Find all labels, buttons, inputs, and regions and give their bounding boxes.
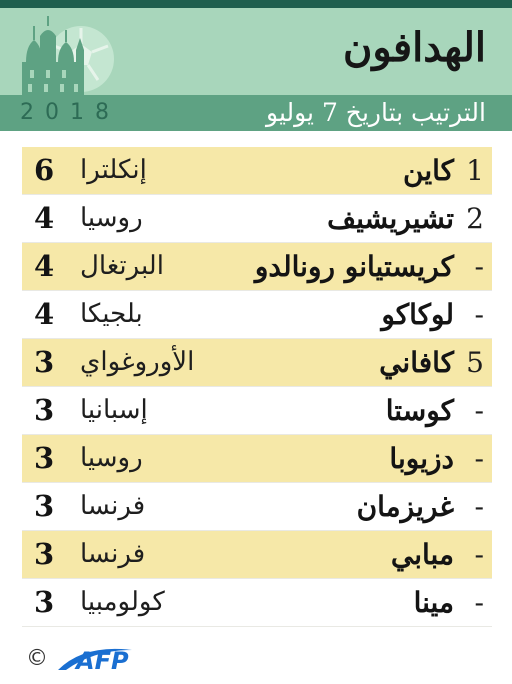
goals-cell: 3	[34, 441, 55, 475]
rank-cell: 1	[466, 154, 484, 187]
player-name: غريزمان	[356, 490, 454, 523]
player-name: كاين	[403, 154, 454, 187]
table-row	[22, 435, 492, 483]
header-banner	[0, 8, 512, 95]
country-cell: الأوروغواي	[80, 347, 195, 377]
goals-cell: 4	[34, 297, 55, 331]
page-subtitle: الترتيب بتاريخ 7 يوليو	[266, 98, 486, 127]
player-name: مبابي	[390, 538, 454, 571]
page-title: الهدافون	[342, 24, 486, 71]
goals-cell: 4	[34, 249, 55, 283]
rank-cell: 2	[466, 202, 484, 235]
country-cell: إسبانيا	[80, 395, 148, 425]
goals-cell: 3	[34, 393, 55, 427]
country-cell: روسيا	[80, 443, 143, 473]
goals-cell: 4	[34, 201, 55, 235]
top-bar	[0, 0, 512, 8]
table-row	[22, 387, 492, 435]
country-cell: روسيا	[80, 203, 143, 233]
player-name: كريستيانو رونالدو	[254, 250, 454, 283]
year-label: 2018	[20, 100, 120, 125]
player-name: مينا	[413, 586, 454, 619]
afp-logo	[54, 644, 158, 674]
country-cell: بلجيكا	[80, 299, 143, 329]
subheader-bar	[0, 95, 512, 131]
player-name: تشيريشيف	[327, 202, 454, 235]
scorers-table	[22, 147, 492, 627]
player-name: كافاني	[379, 346, 454, 379]
table-row	[22, 243, 492, 291]
table-row	[22, 339, 492, 387]
afp-logo-text: AFP	[76, 647, 129, 674]
player-name: كوستا	[385, 394, 454, 427]
table-row	[22, 531, 492, 579]
rank-cell: 5	[466, 346, 484, 379]
goals-cell: 3	[34, 489, 55, 523]
goals-cell: 3	[34, 345, 55, 379]
country-cell: فرنسا	[80, 539, 146, 569]
rank-cell: -	[474, 490, 484, 523]
table-row	[22, 291, 492, 339]
table-row	[22, 195, 492, 243]
player-name: لوكاكو	[381, 298, 454, 331]
rank-cell: -	[474, 442, 484, 475]
copyright-symbol: ©	[26, 646, 48, 671]
country-cell: كولومبيا	[80, 587, 165, 617]
rank-cell: -	[474, 298, 484, 331]
rank-cell: -	[474, 394, 484, 427]
country-cell: البرتغال	[80, 251, 164, 281]
goals-cell: 3	[34, 537, 55, 571]
table-row	[22, 483, 492, 531]
kremlin-icon	[18, 16, 88, 95]
table-row	[22, 579, 492, 627]
player-name: دزيوبا	[389, 442, 454, 475]
rank-cell: -	[474, 250, 484, 283]
rank-cell: -	[474, 538, 484, 571]
goals-cell: 6	[34, 153, 55, 187]
table-row	[22, 147, 492, 195]
rank-cell: -	[474, 586, 484, 619]
country-cell: إنكلترا	[80, 155, 147, 185]
goals-cell: 3	[34, 585, 55, 619]
country-cell: فرنسا	[80, 491, 146, 521]
